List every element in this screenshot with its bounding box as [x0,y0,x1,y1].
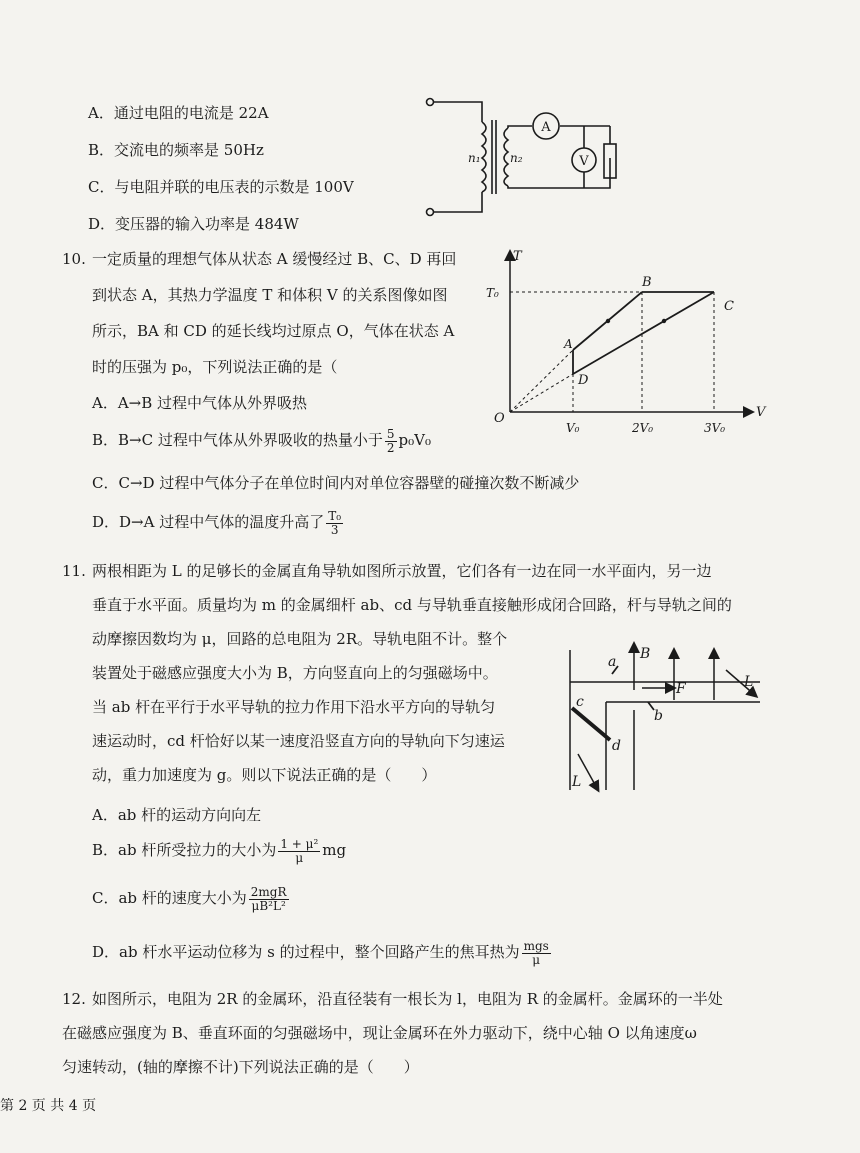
q11-stem-line: 垂直于水平面。质量均为 m 的金属细杆 ab、cd 与导轨垂直接触形成闭合回路，杆与导轨之间的 [92,596,732,614]
label-F: F [676,681,686,697]
q11-stem-line: 两根相距为 L 的足够长的金属直角导轨如图所示放置，它们各有一边在同一水平面内，另一边 [92,562,712,580]
q11-stem-line: 当 ab 杆在平行于水平导轨的拉力作用下沿水平方向的导轨匀 [92,698,496,716]
n1-label: n₁ [468,151,481,165]
q12-stem-line: 如图所示，电阻为 2R 的金属环，沿直径装有一根长为 l，电阻为 R 的金属杆。金属环的一半处 [92,990,723,1008]
q10-stem-line: 到状态 A，其热力学温度 T 和体积 V 的关系图像如图 [92,286,448,304]
q10-stem-line: 一定质量的理想气体从状态 A 缓慢经过 B、C、D 再回 [92,250,457,268]
t-axis-label: T [513,249,522,264]
q10-option-c: C．C→D 过程中气体分子在单位时间内对单位容器壁的碰撞次数不断减少 [92,474,580,492]
q11-stem-line: 装置处于磁感应强度大小为 B，方向竖直向上的匀强磁场中。 [92,664,498,682]
t0-label: T₀ [486,286,499,300]
n2-label: n₂ [510,151,523,165]
point-a-label: A [564,337,573,351]
q9-option-b: B．交流电的频率是 50Hz [88,141,264,159]
label-B-field: B [640,646,651,662]
q11-stem-line: 动，重力加速度为 g。则以下说法正确的是（ ） [92,766,437,784]
q11-option-c: C．ab 杆的速度大小为 $\frac{\text{2mgR}}{\text{μB²L²}}$ [92,885,287,913]
q10-number: 10. [62,250,86,268]
point-d-label: D [578,373,589,388]
q9-option-a: A．通过电阻的电流是 22A [88,104,269,122]
q9-option-c: C．与电阻并联的电压表的示数是 100V [88,178,354,196]
q12-stem-line: 匀速转动，(轴的摩擦不计)下列说法正确的是（ ） [62,1058,419,1076]
q11-option-b: B．ab 杆所受拉力的大小为 $\frac{\text{1 + μ²}}{\mu}$ mg [92,837,347,865]
q10-option-a: A．A→B 过程中气体从外界吸热 [92,394,308,412]
label-c: c [576,694,584,710]
q10-stem-line: 所示，BA 和 CD 的延长线均过原点 O，气体在状态 A [92,322,455,340]
q11-option-a: A．ab 杆的运动方向向左 [92,806,262,824]
transformer-circuit-figure [420,92,630,222]
rail-figure [548,640,768,800]
origin-label: O [494,411,505,426]
label-a: a [608,654,617,670]
q10-option-b: B．B→C 过程中气体从外界吸收的热量小于 $\frac{5}{2}$ p₀V₀ [92,427,431,455]
q10-stem-line: 时的压强为 p₀，下列说法正确的是（ [92,358,338,376]
point-b-label: B [642,275,652,290]
v-axis-label: V [756,405,766,420]
point-c-label: C [724,299,734,314]
q11-number: 11. [62,562,86,580]
v0-tick: V₀ [566,421,580,435]
label-d: d [612,738,621,754]
tv-graph [480,246,770,446]
page-footer: 第 2 页 共 4 页 [0,1098,97,1114]
voltmeter-symbol: V [579,154,589,169]
q11-option-d: D．ab 杆水平运动位移为 s 的过程中，整个回路产生的焦耳热为 $\frac{\text{mgs}}{\mu}$ [92,939,549,967]
q12-stem-line: 在磁感应强度为 B、垂直环面的匀强磁场中，现让金属环在外力驱动下，绕中心轴 O 以角速度ω [62,1024,697,1042]
ammeter-symbol: A [541,120,551,135]
q9-option-d: D．变压器的输入功率是 484W [88,215,299,233]
label-L-top: L [744,674,754,690]
q11-stem-line: 动摩擦因数均为 μ，回路的总电阻为 2R。导轨电阻不计。整个 [92,630,508,648]
label-L-bottom: L [572,774,582,790]
3v0-tick: 3V₀ [704,421,726,435]
2v0-tick: 2V₀ [632,421,654,435]
q10-option-d: D．D→A 过程中气体的温度升高了 $\frac{\text{T₀}}{3}$ [92,509,342,537]
q12-number: 12. [62,990,86,1008]
label-b: b [654,708,663,724]
q11-stem-line: 速运动时，cd 杆恰好以某一速度沿竖直方向的导轨向下匀速运 [92,732,505,750]
